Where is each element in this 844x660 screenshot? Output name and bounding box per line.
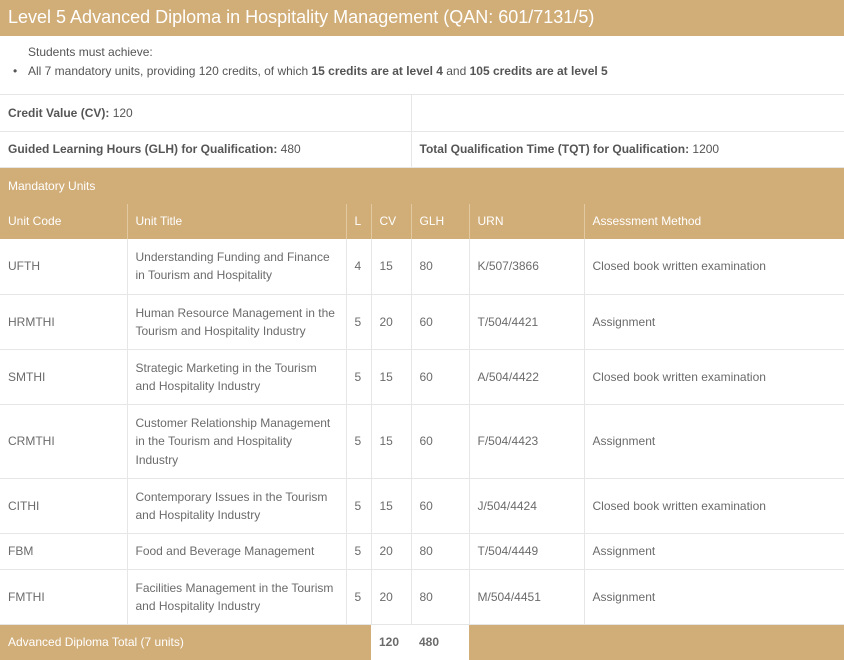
total-glh: 480 [411, 625, 469, 660]
unit-level: 5 [346, 350, 371, 405]
header-assessment-method: Assessment Method [584, 204, 844, 239]
unit-urn: J/504/4424 [469, 479, 584, 534]
unit-assessment-method: Closed book written examination [584, 239, 844, 295]
unit-title: Facilities Management in the Tourism and Hospitality Industry [127, 570, 346, 625]
requirements-lead: Students must achieve: [28, 45, 153, 59]
glh-label: Guided Learning Hours (GLH) for Qualification: [8, 142, 278, 156]
unit-glh: 80 [411, 534, 469, 570]
bullet-icon: • [13, 64, 18, 78]
unit-level: 5 [346, 405, 371, 479]
column-header-row [0, 204, 844, 239]
credit-value-row [0, 95, 844, 131]
unit-level: 5 [346, 295, 371, 350]
unit-assessment-method: Assignment [584, 534, 844, 570]
page-title: Level 5 Advanced Diploma in Hospitality Management (QAN: 601/7131/5) [0, 0, 844, 36]
unit-code: SMTHI [0, 350, 127, 405]
unit-assessment-method: Closed book written examination [584, 350, 844, 405]
table-row [0, 350, 844, 405]
table-row [0, 479, 844, 534]
header-glh: GLH [411, 204, 469, 239]
unit-cv: 15 [371, 479, 411, 534]
unit-urn: K/507/3866 [469, 239, 584, 295]
total-filler [469, 625, 844, 660]
table-row [0, 534, 844, 570]
credit-value: 120 [109, 105, 133, 120]
header-urn: URN [469, 204, 584, 239]
unit-code: UFTH [0, 239, 127, 295]
unit-level: 5 [346, 479, 371, 534]
table-row [0, 295, 844, 350]
bullet-text-pre: All 7 mandatory units, providing 120 credits, of which [28, 64, 312, 78]
unit-code: CITHI [0, 479, 127, 534]
units-table [0, 168, 844, 660]
unit-glh: 60 [411, 479, 469, 534]
unit-level: 4 [346, 239, 371, 295]
unit-title: Understanding Funding and Finance in Tourism and Hospitality [127, 239, 346, 295]
unit-urn: T/504/4449 [469, 534, 584, 570]
section-title: Mandatory Units [0, 168, 844, 204]
total-label: Advanced Diploma Total (7 units) [0, 625, 371, 660]
unit-cv: 20 [371, 570, 411, 625]
requirements-bullet [13, 64, 844, 78]
unit-title: Food and Beverage Management [127, 534, 346, 570]
header-level: L [346, 204, 371, 239]
unit-glh: 80 [411, 570, 469, 625]
glh-value: 480 [277, 142, 301, 156]
unit-code: CRMTHI [0, 405, 127, 479]
unit-title: Customer Relationship Management in the Tourism and Hospitality Industry [127, 405, 346, 479]
unit-title: Strategic Marketing in the Tourism and Hospitality Industry [127, 350, 346, 405]
unit-level: 5 [346, 534, 371, 570]
qualification-info-table [0, 95, 844, 168]
bullet-bold-level4: 15 credits are at level 4 [311, 64, 443, 78]
credit-value-cell [0, 95, 411, 131]
unit-level: 5 [346, 570, 371, 625]
empty-cell [411, 95, 844, 131]
table-row [0, 239, 844, 295]
tqt-value: 1200 [689, 142, 720, 156]
hours-row [0, 131, 844, 167]
unit-glh: 60 [411, 405, 469, 479]
unit-cv: 15 [371, 239, 411, 295]
total-cv: 120 [371, 625, 411, 660]
unit-assessment-method: Closed book written examination [584, 479, 844, 534]
section-header-row [0, 168, 844, 204]
table-row [0, 570, 844, 625]
unit-glh: 60 [411, 350, 469, 405]
tqt-cell [411, 131, 844, 167]
unit-urn: M/504/4451 [469, 570, 584, 625]
bullet-text-mid: and [442, 64, 470, 78]
unit-urn: T/504/4421 [469, 295, 584, 350]
unit-glh: 80 [411, 239, 469, 295]
requirements-note [0, 36, 844, 95]
glh-cell [0, 131, 411, 167]
unit-urn: A/504/4422 [469, 350, 584, 405]
unit-assessment-method: Assignment [584, 405, 844, 479]
header-unit-title: Unit Title [127, 204, 346, 239]
table-row [0, 405, 844, 479]
unit-assessment-method: Assignment [584, 295, 844, 350]
tqt-label: Total Qualification Time (TQT) for Qualification: [419, 142, 690, 156]
unit-code: FBM [0, 534, 127, 570]
unit-title: Contemporary Issues in the Tourism and Hospitality Industry [127, 479, 346, 534]
unit-assessment-method: Assignment [584, 570, 844, 625]
total-row [0, 625, 844, 660]
unit-title: Human Resource Management in the Tourism and Hospitality Industry [127, 295, 346, 350]
unit-cv: 15 [371, 350, 411, 405]
unit-code: HRMTHI [0, 295, 127, 350]
unit-cv: 15 [371, 405, 411, 479]
unit-cv: 20 [371, 295, 411, 350]
unit-cv: 20 [371, 534, 411, 570]
credit-value-label: Credit Value (CV): [8, 105, 110, 120]
unit-glh: 60 [411, 295, 469, 350]
bullet-bold-level5: 105 credits are at level 5 [469, 64, 608, 78]
unit-urn: F/504/4423 [469, 405, 584, 479]
header-unit-code: Unit Code [0, 204, 127, 239]
unit-code: FMTHI [0, 570, 127, 625]
header-cv: CV [371, 204, 411, 239]
